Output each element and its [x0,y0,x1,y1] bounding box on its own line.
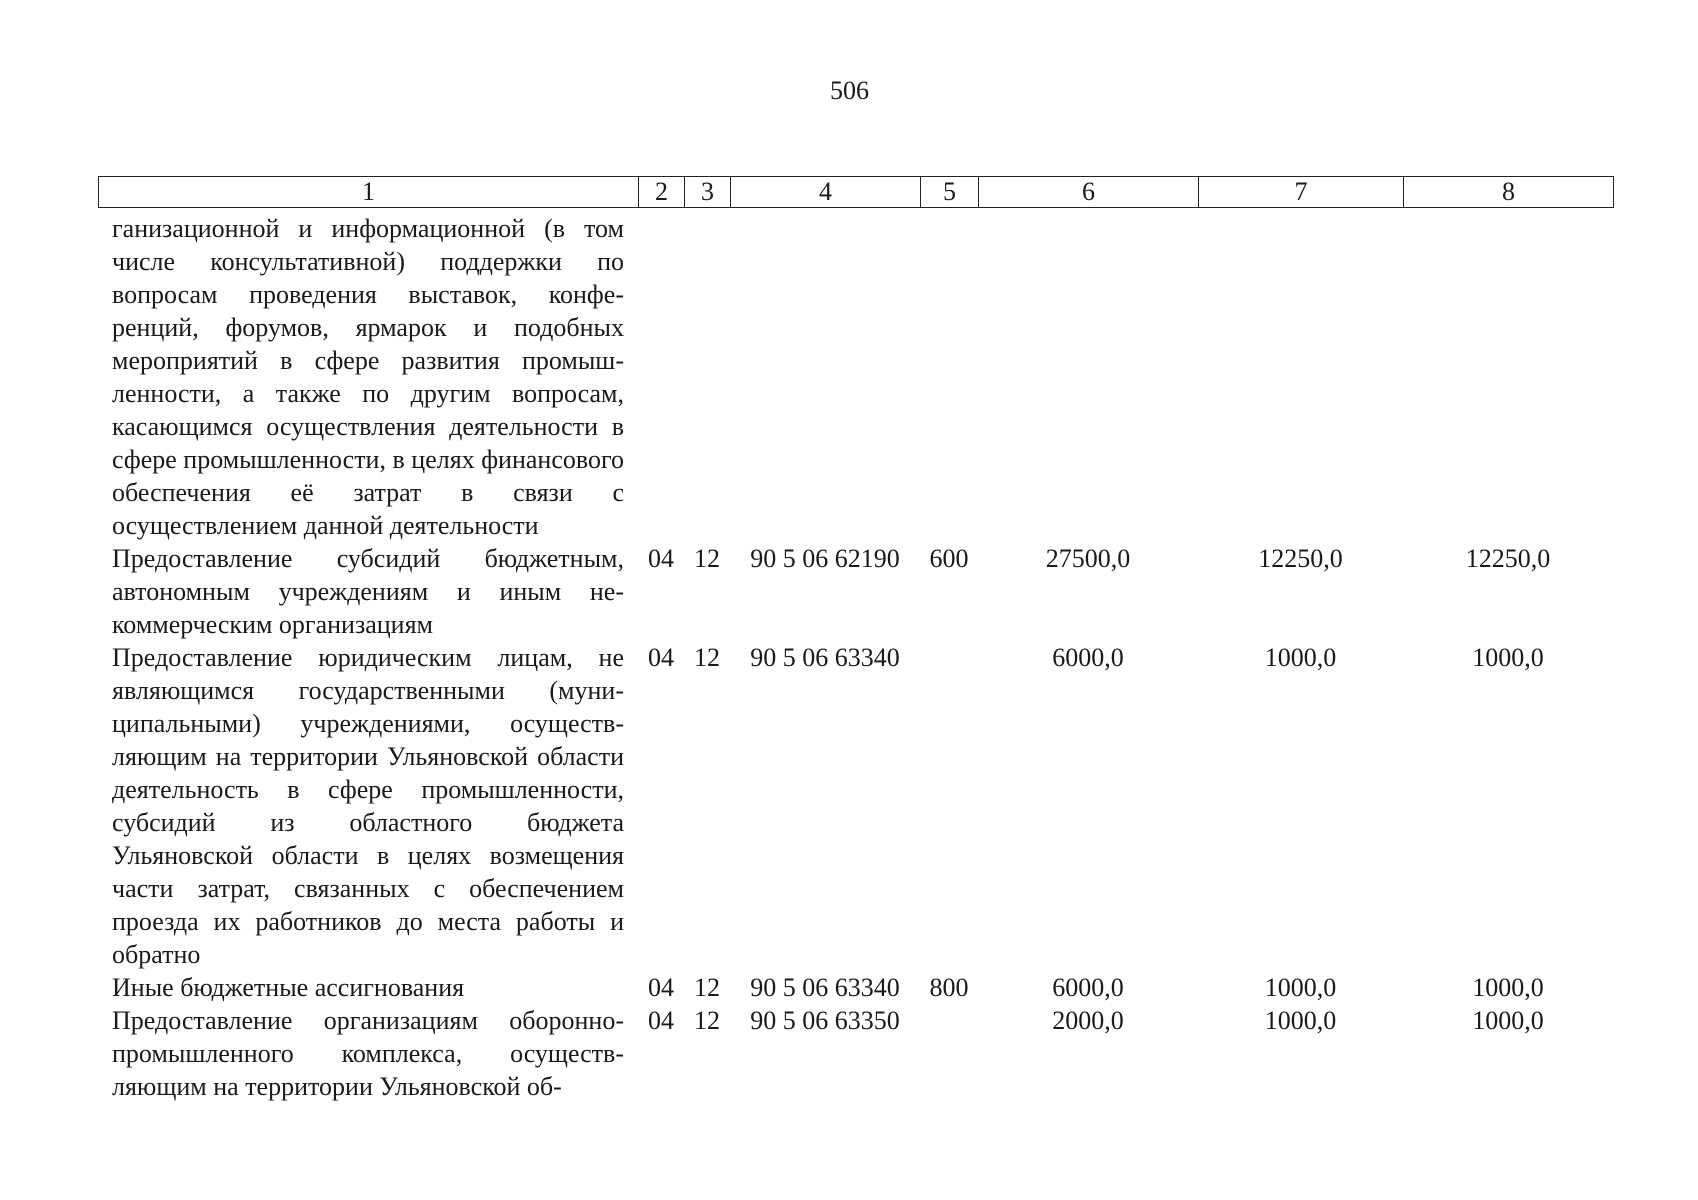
row-target-code [730,212,920,542]
row-description: Иные бюджетные ассигнования [112,973,465,1002]
row-amount-year-3: 1000,0 [1472,973,1544,1002]
column-header-row [99,177,1614,208]
row-section: 04 [648,1006,674,1035]
row-description: ганизационной и информационной (в том числе консультативной) поддержки по вопросам проведения выставок, конференций, форумов, ярмарок и подобных мероприятий в сфере развития промышленности, а также по другим вопросам, касающимся осуществления деятельности в сфере промышленности, в целях финансового обеспечения её затрат в связи с осуществлением данной деятельности [112,214,624,540]
row-amount-year-2: 1000,0 [1264,973,1337,1002]
row-amount-year-2: 12250,0 [1258,544,1343,573]
row-description: Предоставление организациям оборонно-промышленного комплекса, осуществляющим на территории Ульяновской об- [112,1006,624,1101]
column-header-4: 4 [731,177,921,208]
row-amount-year-1: 6000,0 [1052,643,1124,672]
row-expense-type [920,1004,978,1103]
table-row [98,212,1613,542]
row-amount-year-2: 1000,0 [1264,1006,1337,1035]
row-section: 04 [648,544,674,573]
column-header-2: 2 [639,177,685,208]
row-subsection [684,212,730,542]
column-header-3: 3 [685,177,731,208]
row-subsection: 12 [694,973,720,1002]
row-amount-year-1: 2000,0 [1052,1006,1124,1035]
row-amount-year-2: 1000,0 [1264,643,1337,672]
row-amount-year-1: 27500,0 [1045,544,1131,573]
row-amount-year-2 [1198,212,1403,542]
column-header-1: 1 [99,177,639,208]
row-section [638,212,684,542]
table-row [98,542,1613,641]
row-section: 04 [648,973,674,1002]
row-subsection: 12 [694,544,720,573]
column-header-7: 7 [1199,177,1404,208]
row-expense-type [920,212,978,542]
table-row [98,1004,1613,1103]
table-row [98,971,1613,1004]
page-number: 506 [830,76,869,105]
row-amount-year-3: 12250,0 [1465,544,1551,573]
row-subsection: 12 [694,1006,720,1035]
column-header-6: 6 [979,177,1199,208]
row-target-code: 90 5 06 62190 [750,544,900,573]
row-amount-year-3: 1000,0 [1472,643,1544,672]
row-amount-year-3: 1000,0 [1472,1006,1544,1035]
row-amount-year-3 [1403,212,1613,542]
budget-table [98,212,1613,1103]
column-header-5: 5 [921,177,979,208]
row-subsection: 12 [694,643,720,672]
row-expense-type: 800 [929,973,969,1002]
row-description: Предоставление субсидий бюджетным, автономным учреждениям и иным некоммерческим организациям [112,544,624,639]
row-target-code: 90 5 06 63340 [750,973,900,1002]
row-target-code: 90 5 06 63340 [750,643,900,672]
row-amount-year-1 [978,212,1198,542]
column-header-table [98,176,1614,208]
row-amount-year-1: 6000,0 [1052,973,1124,1002]
table-row [98,641,1613,971]
row-target-code: 90 5 06 63350 [750,1006,900,1035]
row-expense-type: 600 [929,544,969,573]
row-section: 04 [648,643,674,672]
column-header-8: 8 [1404,177,1614,208]
row-expense-type [920,641,978,971]
row-description: Предоставление юридическим лицам, не являющимся государственными (муниципальными) учреждениями, осуществляющим на территории Ульяновской области деятельность в сфере промышленности, субсидий из областного бюджета Ульяновской области в целях возмещения части затрат, связанных с обеспечением проезда их работников до места работы и обратно [112,643,624,969]
